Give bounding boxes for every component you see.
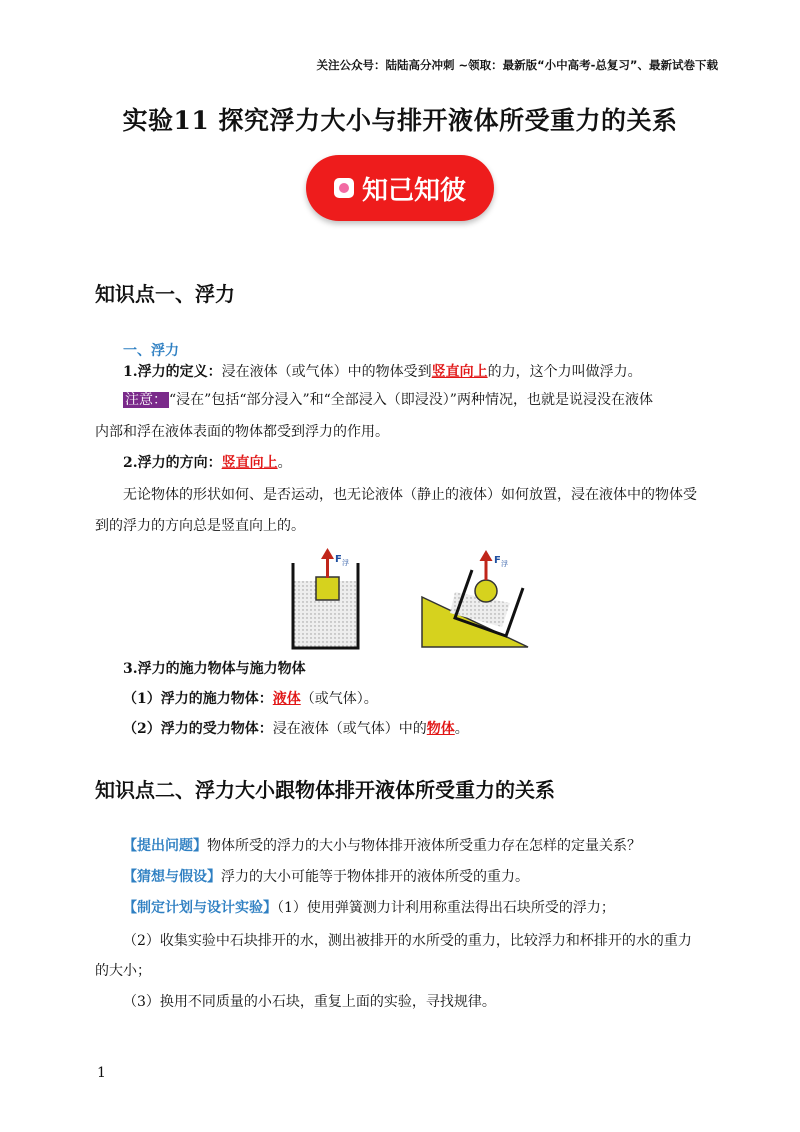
source2-keyword: 物体 — [426, 721, 455, 737]
direction-line — [123, 448, 713, 479]
source-line-1 — [123, 684, 713, 715]
header-note: 关注公众号：陆陆高分冲刺 ~领取：最新版“小中高考-总复习”、最新试卷下载 — [316, 58, 718, 72]
section1-heading: 知识点一、浮力 — [95, 282, 235, 306]
force-label: F — [335, 554, 342, 565]
force-arrow-icon-2 — [480, 550, 493, 561]
source1-label: （1）浮力的施力物体： — [123, 691, 273, 707]
app-icon — [334, 178, 354, 198]
definition-text-a: 浸在液体（或气体）中的物体受到 — [221, 364, 432, 380]
direction-para-1: 无论物体的形状如何、是否运动，也无论液体（静止的液体）如何放置，浸在液体中的物体受 — [123, 487, 697, 503]
note-label: 注意： — [125, 392, 167, 408]
definition-line — [123, 357, 713, 388]
floating-ball — [475, 580, 497, 602]
definition-text-b: 的力，这个力叫做浮力。 — [487, 364, 642, 380]
source1-rest: （或气体）。 — [300, 691, 378, 707]
plan-step-3: （3）换用不同质量的小石块，重复上面的实验，寻找规律。 — [123, 994, 496, 1010]
plan-step-2a: （2）收集实验中石块排开的水，测出被排开的水所受的重力，比较浮力和杯排开的水的重力 — [123, 933, 692, 949]
section1-subheading: 一、浮力 — [123, 343, 179, 359]
question-line — [123, 831, 713, 862]
plan-label: 【制定计划与设计实验】 — [123, 900, 277, 916]
hypothesis-text: 浮力的大小可能等于物体排开的液体所受的重力。 — [221, 869, 529, 885]
definition-keyword: 竖直向上 — [431, 364, 488, 380]
source-line-2 — [123, 714, 713, 745]
direction-keyword: 竖直向上 — [221, 455, 278, 471]
badge — [306, 155, 494, 221]
force-label-2: F — [494, 555, 501, 566]
direction-label: 2.浮力的方向： — [123, 455, 222, 471]
badge-label: 知己知彼 — [361, 175, 466, 206]
floating-block — [316, 577, 339, 600]
note-text-a: “浸在”包括“部分浸入”和“全部浸入（即浸没）”两种情况，也就是说浸没在液体 — [169, 392, 653, 408]
source-heading: 3.浮力的施力物体与施力物体 — [123, 661, 306, 677]
source2-end: 。 — [454, 721, 469, 737]
note-line-2: 内部和浮在液体表面的物体都受到浮力的作用。 — [95, 424, 389, 440]
plan-step-1: （1）使用弹簧测力计利用称重法得出石块所受的浮力； — [277, 900, 615, 916]
hypothesis-line — [123, 862, 713, 893]
force-label-sub-2: 浮 — [501, 560, 508, 568]
force-label-sub: 浮 — [342, 559, 349, 567]
note-line-1 — [123, 385, 713, 416]
definition-label: 1.浮力的定义： — [123, 364, 222, 380]
page-title: 实验11 探究浮力大小与排开液体所受重力的关系 — [122, 106, 678, 135]
plan-step-2b: 的大小； — [95, 963, 151, 979]
inclined-beaker-diagram — [422, 550, 528, 647]
beaker-diagram — [293, 548, 358, 648]
question-text: 物体所受的浮力的大小与物体排开液体所受重力存在怎样的定量关系？ — [207, 838, 641, 854]
section2-heading: 知识点二、浮力大小跟物体排开液体所受重力的关系 — [95, 778, 555, 802]
source2-label: （2）浮力的受力物体： — [123, 721, 273, 737]
direction-para-2: 到的浮力的方向总是竖直向上的。 — [95, 518, 305, 534]
hypothesis-label: 【猜想与假设】 — [123, 869, 221, 885]
buoyancy-diagram — [290, 545, 530, 650]
direction-end: 。 — [277, 455, 292, 471]
plan-line — [123, 893, 713, 924]
source1-keyword: 液体 — [272, 691, 301, 707]
page-number: 1 — [97, 1065, 106, 1081]
force-arrow-icon — [321, 548, 334, 559]
source2-text: 浸在液体（或气体）中的 — [272, 721, 427, 737]
question-label: 【提出问题】 — [123, 838, 207, 854]
